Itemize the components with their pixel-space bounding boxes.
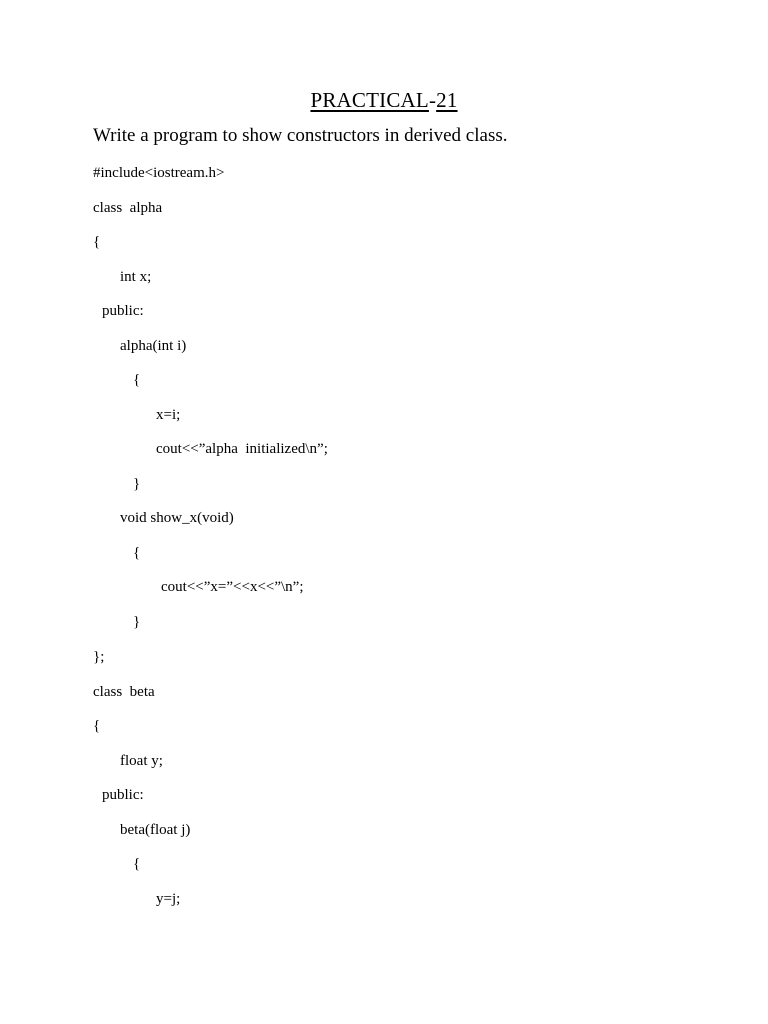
- code-line: beta(float j): [120, 822, 191, 838]
- code-line: x=i;: [156, 407, 181, 423]
- code-line: {: [133, 372, 141, 388]
- code-line: {: [133, 856, 141, 872]
- code-line: }: [133, 476, 141, 492]
- code-line: {: [133, 545, 141, 561]
- code-line: };: [93, 649, 105, 665]
- code-line: y=j;: [156, 891, 181, 907]
- code-line: {: [93, 718, 101, 734]
- title-number: 21: [436, 88, 458, 112]
- code-line: float y;: [120, 753, 163, 769]
- code-line: public:: [102, 787, 144, 803]
- code-line: public:: [102, 303, 144, 319]
- code-line: class beta: [93, 684, 155, 700]
- code-line: #include<iostream.h>: [93, 165, 225, 181]
- title-main: PRACTICAL: [310, 88, 429, 112]
- title-dash: -: [428, 88, 437, 112]
- code-line: int x;: [120, 269, 152, 285]
- page-title: [0, 88, 768, 112]
- code-line: cout<<”alpha initialized\n”;: [156, 441, 328, 457]
- code-line: cout<<”x=”<<x<<”\n”;: [161, 579, 304, 595]
- code-line: {: [93, 234, 101, 250]
- code-line: }: [133, 614, 141, 630]
- code-line: alpha(int i): [120, 338, 187, 354]
- assignment-statement: Write a program to show constructors in derived class.: [93, 125, 508, 146]
- code-line: class alpha: [93, 200, 163, 216]
- code-line: void show_x(void): [120, 510, 234, 526]
